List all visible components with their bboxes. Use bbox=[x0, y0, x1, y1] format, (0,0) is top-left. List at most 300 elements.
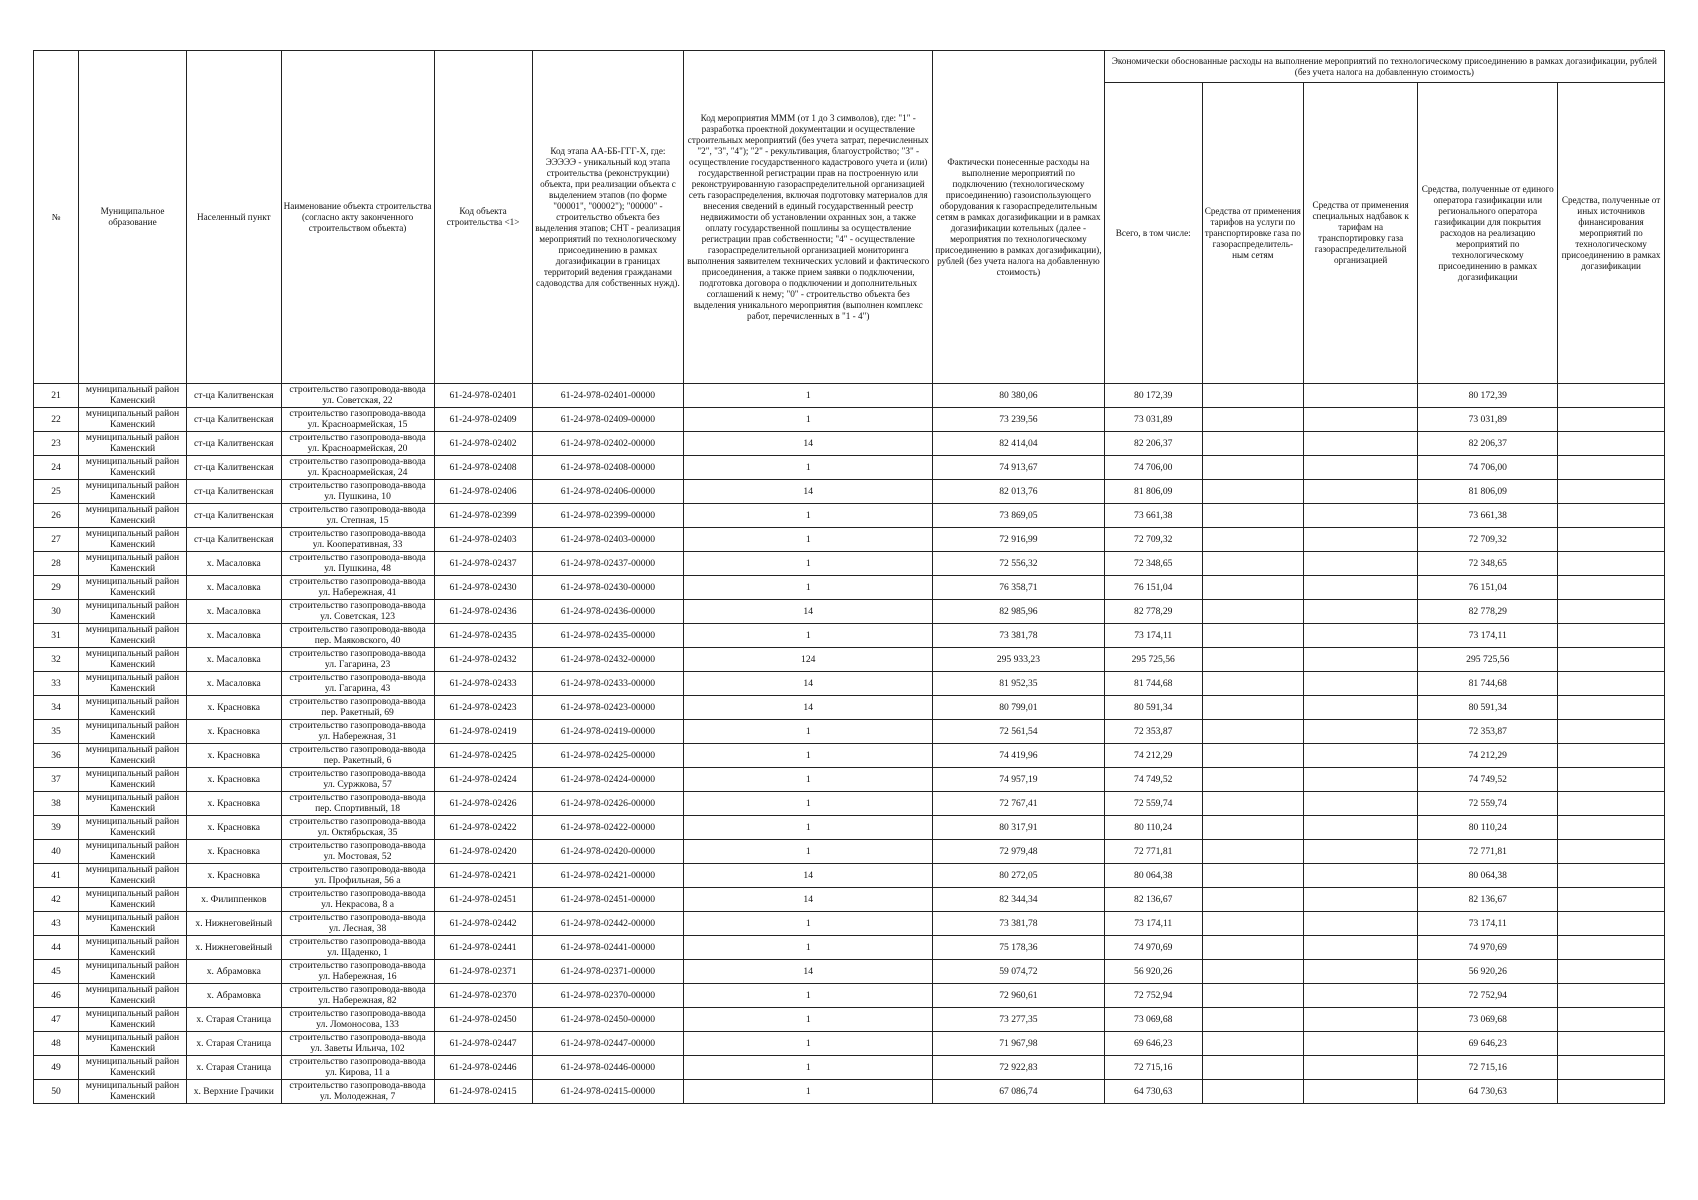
cell-total: 80 064,38 bbox=[1104, 864, 1202, 888]
cell-special-surcharges bbox=[1303, 840, 1417, 864]
cell-tariff-transport bbox=[1202, 648, 1303, 672]
cell-other-sources bbox=[1558, 480, 1665, 504]
cell-actual-costs: 80 317,91 bbox=[933, 816, 1105, 840]
cell-object-code: 61-24-978-02441 bbox=[434, 936, 532, 960]
cell-object-code: 61-24-978-02437 bbox=[434, 552, 532, 576]
table-row bbox=[34, 624, 1665, 648]
cell-single-operator: 82 136,67 bbox=[1418, 888, 1558, 912]
cell-single-operator: 72 709,32 bbox=[1418, 528, 1558, 552]
cell-stage-code: 61-24-978-02441-00000 bbox=[532, 936, 684, 960]
cell-special-surcharges bbox=[1303, 408, 1417, 432]
cell-municipality: муниципальный район Каменский bbox=[79, 600, 187, 624]
cell-special-surcharges bbox=[1303, 936, 1417, 960]
cell-object-name: строительство газопровода-ввода ул. Пушкина, 10 bbox=[281, 480, 434, 504]
cell-actual-costs: 71 967,98 bbox=[933, 1032, 1105, 1056]
cell-actual-costs: 72 922,83 bbox=[933, 1056, 1105, 1080]
table-row bbox=[34, 816, 1665, 840]
cell-locality: х. Красновка bbox=[186, 840, 281, 864]
cell-row-number: 46 bbox=[34, 984, 79, 1008]
cell-municipality: муниципальный район Каменский bbox=[79, 912, 187, 936]
cell-total: 72 559,74 bbox=[1104, 792, 1202, 816]
cell-municipality: муниципальный район Каменский bbox=[79, 720, 187, 744]
col-header-activity-code: Код мероприятия МММ (от 1 до 3 символов), где: "1" - разработка проектной документации и осуществление строительных мероприятий (без учета затрат, перечисленных "2", "3", "4"); "2" - рекультивация, благоустройство; "3" - осуществление государственного кадастрового учета и (или) государственной регистрации прав на построенную или реконструированную газораспределительной организацией сеть газораспределения, включая подготовку материалов для внесения сведений в единый государственный реестр недвижимости об установлении охранных зон, а также оплату государственной пошлины за осуществление регистрации прав собственности; "4" - осуществление газораспределительной организацией мониторинга выполнения заявителем технических условий и фактического присоединения, а также прием заявки о подключении, подготовка договора о подключении и дополнительных соглашений к нему; "0" - строительство объекта без выделения уникального мероприятия (выполнен комплекс работ, перечисленных в "1 - 4") bbox=[684, 51, 933, 384]
cell-locality: х. Красновка bbox=[186, 720, 281, 744]
cell-municipality: муниципальный район Каменский bbox=[79, 624, 187, 648]
cell-object-name: строительство газопровода-ввода пер. Спортивный, 18 bbox=[281, 792, 434, 816]
table-row bbox=[34, 792, 1665, 816]
cell-locality: х. Абрамовка bbox=[186, 960, 281, 984]
cell-stage-code: 61-24-978-02425-00000 bbox=[532, 744, 684, 768]
cell-tariff-transport bbox=[1202, 408, 1303, 432]
cell-other-sources bbox=[1558, 696, 1665, 720]
col-header-single-operator: Средства, полученные от единого оператора газификации или регионального оператора газификации для покрытия расходов на реализацию мероприятий по технологическому присоединению в рамках догазификации bbox=[1418, 83, 1558, 384]
table-row bbox=[34, 744, 1665, 768]
table-row bbox=[34, 504, 1665, 528]
table-row bbox=[34, 408, 1665, 432]
gasification-costs-table bbox=[33, 50, 1665, 1104]
cell-actual-costs: 82 985,96 bbox=[933, 600, 1105, 624]
cell-single-operator: 72 348,65 bbox=[1418, 552, 1558, 576]
cell-actual-costs: 75 178,36 bbox=[933, 936, 1105, 960]
table-row bbox=[34, 912, 1665, 936]
cell-tariff-transport bbox=[1202, 816, 1303, 840]
cell-single-operator: 73 174,11 bbox=[1418, 912, 1558, 936]
cell-other-sources bbox=[1558, 1080, 1665, 1104]
cell-other-sources bbox=[1558, 432, 1665, 456]
cell-municipality: муниципальный район Каменский bbox=[79, 864, 187, 888]
cell-row-number: 37 bbox=[34, 768, 79, 792]
cell-activity-code: 14 bbox=[684, 696, 933, 720]
cell-total: 81 806,09 bbox=[1104, 480, 1202, 504]
cell-actual-costs: 74 913,67 bbox=[933, 456, 1105, 480]
cell-object-name: строительство газопровода-ввода ул. Гагарина, 23 bbox=[281, 648, 434, 672]
table-row bbox=[34, 456, 1665, 480]
cell-locality: ст-ца Калитвенская bbox=[186, 528, 281, 552]
cell-special-surcharges bbox=[1303, 648, 1417, 672]
cell-object-name: строительство газопровода-ввода ул. Кирова, 11 а bbox=[281, 1056, 434, 1080]
cell-object-code: 61-24-978-02420 bbox=[434, 840, 532, 864]
cell-other-sources bbox=[1558, 744, 1665, 768]
cell-single-operator: 64 730,63 bbox=[1418, 1080, 1558, 1104]
cell-special-surcharges bbox=[1303, 384, 1417, 408]
cell-object-code: 61-24-978-02401 bbox=[434, 384, 532, 408]
cell-other-sources bbox=[1558, 816, 1665, 840]
cell-locality: х. Масаловка bbox=[186, 624, 281, 648]
cell-stage-code: 61-24-978-02406-00000 bbox=[532, 480, 684, 504]
cell-row-number: 25 bbox=[34, 480, 79, 504]
cell-single-operator: 76 151,04 bbox=[1418, 576, 1558, 600]
cell-tariff-transport bbox=[1202, 720, 1303, 744]
cell-row-number: 35 bbox=[34, 720, 79, 744]
cell-other-sources bbox=[1558, 840, 1665, 864]
table-body bbox=[34, 384, 1665, 1104]
cell-object-name: строительство газопровода-ввода ул. Набережная, 16 bbox=[281, 960, 434, 984]
cell-total: 56 920,26 bbox=[1104, 960, 1202, 984]
cell-total: 64 730,63 bbox=[1104, 1080, 1202, 1104]
cell-actual-costs: 73 869,05 bbox=[933, 504, 1105, 528]
cell-row-number: 42 bbox=[34, 888, 79, 912]
cell-total: 82 136,67 bbox=[1104, 888, 1202, 912]
cell-tariff-transport bbox=[1202, 480, 1303, 504]
cell-single-operator: 72 559,74 bbox=[1418, 792, 1558, 816]
cell-object-code: 61-24-978-02450 bbox=[434, 1008, 532, 1032]
cell-actual-costs: 72 556,32 bbox=[933, 552, 1105, 576]
cell-tariff-transport bbox=[1202, 552, 1303, 576]
cell-activity-code: 1 bbox=[684, 1008, 933, 1032]
cell-actual-costs: 73 381,78 bbox=[933, 624, 1105, 648]
cell-stage-code: 61-24-978-02432-00000 bbox=[532, 648, 684, 672]
cell-other-sources bbox=[1558, 960, 1665, 984]
cell-activity-code: 1 bbox=[684, 1056, 933, 1080]
cell-single-operator: 82 778,29 bbox=[1418, 600, 1558, 624]
cell-activity-code: 1 bbox=[684, 576, 933, 600]
cell-municipality: муниципальный район Каменский bbox=[79, 432, 187, 456]
cell-total: 74 706,00 bbox=[1104, 456, 1202, 480]
cell-row-number: 22 bbox=[34, 408, 79, 432]
cell-special-surcharges bbox=[1303, 960, 1417, 984]
cell-stage-code: 61-24-978-02426-00000 bbox=[532, 792, 684, 816]
cell-total: 82 778,29 bbox=[1104, 600, 1202, 624]
cell-special-surcharges bbox=[1303, 1056, 1417, 1080]
cell-activity-code: 14 bbox=[684, 960, 933, 984]
cell-total: 73 174,11 bbox=[1104, 912, 1202, 936]
cell-object-name: строительство газопровода-ввода ул. Лесная, 38 bbox=[281, 912, 434, 936]
cell-row-number: 36 bbox=[34, 744, 79, 768]
cell-locality: ст-ца Калитвенская bbox=[186, 408, 281, 432]
cell-row-number: 40 bbox=[34, 840, 79, 864]
cell-row-number: 33 bbox=[34, 672, 79, 696]
cell-tariff-transport bbox=[1202, 696, 1303, 720]
cell-actual-costs: 80 380,06 bbox=[933, 384, 1105, 408]
cell-activity-code: 1 bbox=[684, 504, 933, 528]
cell-tariff-transport bbox=[1202, 1080, 1303, 1104]
cell-object-name: строительство газопровода-ввода ул. Гагарина, 43 bbox=[281, 672, 434, 696]
cell-single-operator: 74 706,00 bbox=[1418, 456, 1558, 480]
table-row bbox=[34, 552, 1665, 576]
cell-activity-code: 1 bbox=[684, 744, 933, 768]
cell-stage-code: 61-24-978-02421-00000 bbox=[532, 864, 684, 888]
cell-activity-code: 1 bbox=[684, 624, 933, 648]
cell-tariff-transport bbox=[1202, 888, 1303, 912]
cell-locality: х. Масаловка bbox=[186, 576, 281, 600]
cell-total: 81 744,68 bbox=[1104, 672, 1202, 696]
table-row bbox=[34, 600, 1665, 624]
cell-total: 76 151,04 bbox=[1104, 576, 1202, 600]
cell-actual-costs: 59 074,72 bbox=[933, 960, 1105, 984]
table-row bbox=[34, 696, 1665, 720]
cell-object-code: 61-24-978-02403 bbox=[434, 528, 532, 552]
cell-stage-code: 61-24-978-02401-00000 bbox=[532, 384, 684, 408]
cell-object-name: строительство газопровода-ввода ул. Щаденко, 1 bbox=[281, 936, 434, 960]
cell-row-number: 44 bbox=[34, 936, 79, 960]
cell-municipality: муниципальный район Каменский bbox=[79, 984, 187, 1008]
cell-activity-code: 1 bbox=[684, 720, 933, 744]
cell-stage-code: 61-24-978-02435-00000 bbox=[532, 624, 684, 648]
cell-row-number: 49 bbox=[34, 1056, 79, 1080]
col-header-other-sources: Средства, полученные от иных источников финансирования мероприятий по технологическому присоединению в рамках догазификации bbox=[1558, 83, 1665, 384]
table-row bbox=[34, 480, 1665, 504]
cell-object-name: строительство газопровода-ввода ул. Советская, 22 bbox=[281, 384, 434, 408]
cell-activity-code: 1 bbox=[684, 1032, 933, 1056]
cell-object-name: строительство газопровода-ввода ул. Кооперативная, 33 bbox=[281, 528, 434, 552]
cell-object-code: 61-24-978-02430 bbox=[434, 576, 532, 600]
cell-activity-code: 14 bbox=[684, 480, 933, 504]
cell-actual-costs: 74 957,19 bbox=[933, 768, 1105, 792]
cell-object-code: 61-24-978-02426 bbox=[434, 792, 532, 816]
cell-single-operator: 81 744,68 bbox=[1418, 672, 1558, 696]
table-row bbox=[34, 648, 1665, 672]
cell-special-surcharges bbox=[1303, 504, 1417, 528]
cell-total: 73 174,11 bbox=[1104, 624, 1202, 648]
cell-locality: х. Нижнеговейный bbox=[186, 936, 281, 960]
cell-actual-costs: 80 272,05 bbox=[933, 864, 1105, 888]
cell-single-operator: 80 591,34 bbox=[1418, 696, 1558, 720]
cell-special-surcharges bbox=[1303, 1032, 1417, 1056]
cell-single-operator: 80 110,24 bbox=[1418, 816, 1558, 840]
cell-municipality: муниципальный район Каменский bbox=[79, 768, 187, 792]
table-row bbox=[34, 384, 1665, 408]
cell-object-name: строительство газопровода-ввода ул. Профильная, 56 а bbox=[281, 864, 434, 888]
cell-other-sources bbox=[1558, 600, 1665, 624]
cell-stage-code: 61-24-978-02433-00000 bbox=[532, 672, 684, 696]
cell-object-name: строительство газопровода-ввода пер. Ракетный, 6 bbox=[281, 744, 434, 768]
cell-locality: х. Филиппенков bbox=[186, 888, 281, 912]
cell-stage-code: 61-24-978-02424-00000 bbox=[532, 768, 684, 792]
cell-single-operator: 81 806,09 bbox=[1418, 480, 1558, 504]
cell-total: 72 709,32 bbox=[1104, 528, 1202, 552]
table-row bbox=[34, 864, 1665, 888]
col-header-total: Всего, в том числе: bbox=[1104, 83, 1202, 384]
cell-actual-costs: 72 916,99 bbox=[933, 528, 1105, 552]
cell-tariff-transport bbox=[1202, 432, 1303, 456]
cell-municipality: муниципальный район Каменский bbox=[79, 672, 187, 696]
cell-locality: х. Красновка bbox=[186, 744, 281, 768]
cell-row-number: 27 bbox=[34, 528, 79, 552]
cell-stage-code: 61-24-978-02436-00000 bbox=[532, 600, 684, 624]
cell-object-code: 61-24-978-02399 bbox=[434, 504, 532, 528]
cell-other-sources bbox=[1558, 768, 1665, 792]
table-row bbox=[34, 672, 1665, 696]
cell-total: 72 353,87 bbox=[1104, 720, 1202, 744]
cell-object-code: 61-24-978-02447 bbox=[434, 1032, 532, 1056]
cell-tariff-transport bbox=[1202, 768, 1303, 792]
cell-activity-code: 1 bbox=[684, 840, 933, 864]
col-header-special-surcharges: Средства от применения специальных надбавок к тарифам на транспортировку газа газораспределительной организацией bbox=[1303, 83, 1417, 384]
cell-object-code: 61-24-978-02421 bbox=[434, 864, 532, 888]
cell-single-operator: 56 920,26 bbox=[1418, 960, 1558, 984]
cell-special-surcharges bbox=[1303, 720, 1417, 744]
cell-object-name: строительство газопровода-ввода пер. Маяковского, 40 bbox=[281, 624, 434, 648]
col-header-stage-code: Код этапа АА-ББ-ГГГ-Х, где: ЭЭЭЭЭ - уникальный код этапа строительства (реконструкции) объекта, при реализации объекта с выделением этапов (по форме "00001", "00002"); "00000" - строительство объекта без выделения этапов; СНТ - реализация мероприятий по технологическому присоединению в рамках догазификации в границах территорий ведения гражданами садоводства для собственных нужд). bbox=[532, 51, 684, 384]
cell-object-name: строительство газопровода-ввода ул. Октябрьская, 35 bbox=[281, 816, 434, 840]
cell-object-name: строительство газопровода-ввода ул. Пушкина, 48 bbox=[281, 552, 434, 576]
cell-total: 72 752,94 bbox=[1104, 984, 1202, 1008]
cell-stage-code: 61-24-978-02419-00000 bbox=[532, 720, 684, 744]
cell-other-sources bbox=[1558, 648, 1665, 672]
cell-other-sources bbox=[1558, 720, 1665, 744]
cell-single-operator: 80 064,38 bbox=[1418, 864, 1558, 888]
cell-tariff-transport bbox=[1202, 384, 1303, 408]
cell-municipality: муниципальный район Каменский bbox=[79, 816, 187, 840]
cell-actual-costs: 73 277,35 bbox=[933, 1008, 1105, 1032]
cell-actual-costs: 76 358,71 bbox=[933, 576, 1105, 600]
cell-object-code: 61-24-978-02422 bbox=[434, 816, 532, 840]
cell-single-operator: 295 725,56 bbox=[1418, 648, 1558, 672]
cell-other-sources bbox=[1558, 912, 1665, 936]
cell-single-operator: 80 172,39 bbox=[1418, 384, 1558, 408]
cell-single-operator: 73 661,38 bbox=[1418, 504, 1558, 528]
cell-locality: х. Масаловка bbox=[186, 552, 281, 576]
cell-other-sources bbox=[1558, 984, 1665, 1008]
cell-other-sources bbox=[1558, 792, 1665, 816]
cell-activity-code: 14 bbox=[684, 864, 933, 888]
table-row bbox=[34, 840, 1665, 864]
table-row bbox=[34, 720, 1665, 744]
document-page bbox=[33, 50, 1665, 1104]
cell-object-name: строительство газопровода-ввода ул. Мостовая, 52 bbox=[281, 840, 434, 864]
cell-municipality: муниципальный район Каменский bbox=[79, 1008, 187, 1032]
cell-municipality: муниципальный район Каменский bbox=[79, 552, 187, 576]
cell-actual-costs: 74 419,96 bbox=[933, 744, 1105, 768]
cell-special-surcharges bbox=[1303, 624, 1417, 648]
cell-single-operator: 73 031,89 bbox=[1418, 408, 1558, 432]
cell-stage-code: 61-24-978-02420-00000 bbox=[532, 840, 684, 864]
cell-locality: х. Красновка bbox=[186, 696, 281, 720]
cell-municipality: муниципальный район Каменский bbox=[79, 1056, 187, 1080]
cell-row-number: 41 bbox=[34, 864, 79, 888]
cell-locality: ст-ца Калитвенская bbox=[186, 480, 281, 504]
table-row bbox=[34, 936, 1665, 960]
cell-locality: х. Красновка bbox=[186, 816, 281, 840]
cell-activity-code: 1 bbox=[684, 912, 933, 936]
cell-object-code: 61-24-978-02432 bbox=[434, 648, 532, 672]
cell-actual-costs: 80 799,01 bbox=[933, 696, 1105, 720]
cell-object-code: 61-24-978-02419 bbox=[434, 720, 532, 744]
cell-row-number: 50 bbox=[34, 1080, 79, 1104]
cell-actual-costs: 295 933,23 bbox=[933, 648, 1105, 672]
cell-special-surcharges bbox=[1303, 768, 1417, 792]
cell-special-surcharges bbox=[1303, 792, 1417, 816]
cell-object-code: 61-24-978-02436 bbox=[434, 600, 532, 624]
cell-single-operator: 69 646,23 bbox=[1418, 1032, 1558, 1056]
cell-stage-code: 61-24-978-02437-00000 bbox=[532, 552, 684, 576]
cell-row-number: 47 bbox=[34, 1008, 79, 1032]
cell-activity-code: 1 bbox=[684, 1080, 933, 1104]
cell-special-surcharges bbox=[1303, 528, 1417, 552]
cell-special-surcharges bbox=[1303, 576, 1417, 600]
cell-stage-code: 61-24-978-02450-00000 bbox=[532, 1008, 684, 1032]
cell-actual-costs: 81 952,35 bbox=[933, 672, 1105, 696]
cell-object-code: 61-24-978-02442 bbox=[434, 912, 532, 936]
cell-tariff-transport bbox=[1202, 792, 1303, 816]
cell-object-code: 61-24-978-02402 bbox=[434, 432, 532, 456]
cell-row-number: 43 bbox=[34, 912, 79, 936]
cell-tariff-transport bbox=[1202, 864, 1303, 888]
table-row bbox=[34, 432, 1665, 456]
table-row bbox=[34, 768, 1665, 792]
cell-other-sources bbox=[1558, 1056, 1665, 1080]
cell-row-number: 32 bbox=[34, 648, 79, 672]
cell-municipality: муниципальный район Каменский bbox=[79, 648, 187, 672]
cell-special-surcharges bbox=[1303, 600, 1417, 624]
cell-stage-code: 61-24-978-02446-00000 bbox=[532, 1056, 684, 1080]
cell-activity-code: 1 bbox=[684, 408, 933, 432]
cell-tariff-transport bbox=[1202, 624, 1303, 648]
cell-municipality: муниципальный район Каменский bbox=[79, 504, 187, 528]
cell-tariff-transport bbox=[1202, 936, 1303, 960]
cell-actual-costs: 72 561,54 bbox=[933, 720, 1105, 744]
cell-municipality: муниципальный район Каменский bbox=[79, 456, 187, 480]
cell-tariff-transport bbox=[1202, 672, 1303, 696]
cell-special-surcharges bbox=[1303, 432, 1417, 456]
cell-tariff-transport bbox=[1202, 912, 1303, 936]
cell-activity-code: 14 bbox=[684, 600, 933, 624]
table-header bbox=[34, 51, 1665, 384]
cell-locality: ст-ца Калитвенская bbox=[186, 504, 281, 528]
cell-other-sources bbox=[1558, 528, 1665, 552]
cell-tariff-transport bbox=[1202, 840, 1303, 864]
cell-other-sources bbox=[1558, 624, 1665, 648]
cell-locality: х. Красновка bbox=[186, 768, 281, 792]
cell-tariff-transport bbox=[1202, 1056, 1303, 1080]
cell-single-operator: 74 749,52 bbox=[1418, 768, 1558, 792]
cell-special-surcharges bbox=[1303, 1080, 1417, 1104]
cell-actual-costs: 72 960,61 bbox=[933, 984, 1105, 1008]
table-row bbox=[34, 1080, 1665, 1104]
cell-locality: х. Масаловка bbox=[186, 672, 281, 696]
cell-object-code: 61-24-978-02415 bbox=[434, 1080, 532, 1104]
cell-other-sources bbox=[1558, 1008, 1665, 1032]
cell-activity-code: 1 bbox=[684, 984, 933, 1008]
cell-object-name: строительство газопровода-ввода ул. Красноармейская, 24 bbox=[281, 456, 434, 480]
cell-tariff-transport bbox=[1202, 744, 1303, 768]
cell-row-number: 30 bbox=[34, 600, 79, 624]
cell-municipality: муниципальный район Каменский bbox=[79, 576, 187, 600]
cell-other-sources bbox=[1558, 888, 1665, 912]
cell-activity-code: 1 bbox=[684, 456, 933, 480]
cell-total: 72 771,81 bbox=[1104, 840, 1202, 864]
cell-single-operator: 73 069,68 bbox=[1418, 1008, 1558, 1032]
cell-object-name: строительство газопровода-ввода ул. Степная, 15 bbox=[281, 504, 434, 528]
cell-stage-code: 61-24-978-02402-00000 bbox=[532, 432, 684, 456]
cell-special-surcharges bbox=[1303, 744, 1417, 768]
cell-special-surcharges bbox=[1303, 864, 1417, 888]
table-row bbox=[34, 528, 1665, 552]
cell-municipality: муниципальный район Каменский bbox=[79, 408, 187, 432]
cell-tariff-transport bbox=[1202, 576, 1303, 600]
cell-object-name: строительство газопровода-ввода ул. Советская, 123 bbox=[281, 600, 434, 624]
cell-object-name: строительство газопровода-ввода ул. Набережная, 82 bbox=[281, 984, 434, 1008]
cell-total: 73 069,68 bbox=[1104, 1008, 1202, 1032]
cell-total: 80 591,34 bbox=[1104, 696, 1202, 720]
cell-object-code: 61-24-978-02425 bbox=[434, 744, 532, 768]
cell-activity-code: 14 bbox=[684, 672, 933, 696]
cell-total: 295 725,56 bbox=[1104, 648, 1202, 672]
cell-activity-code: 124 bbox=[684, 648, 933, 672]
cell-object-code: 61-24-978-02435 bbox=[434, 624, 532, 648]
cell-object-code: 61-24-978-02408 bbox=[434, 456, 532, 480]
cell-row-number: 26 bbox=[34, 504, 79, 528]
cell-actual-costs: 72 767,41 bbox=[933, 792, 1105, 816]
cell-total: 74 212,29 bbox=[1104, 744, 1202, 768]
cell-single-operator: 82 206,37 bbox=[1418, 432, 1558, 456]
cell-activity-code: 1 bbox=[684, 768, 933, 792]
cell-tariff-transport bbox=[1202, 1008, 1303, 1032]
cell-stage-code: 61-24-978-02399-00000 bbox=[532, 504, 684, 528]
cell-total: 73 661,38 bbox=[1104, 504, 1202, 528]
cell-locality: х. Старая Станица bbox=[186, 1008, 281, 1032]
cell-object-name: строительство газопровода-ввода ул. Красноармейская, 20 bbox=[281, 432, 434, 456]
